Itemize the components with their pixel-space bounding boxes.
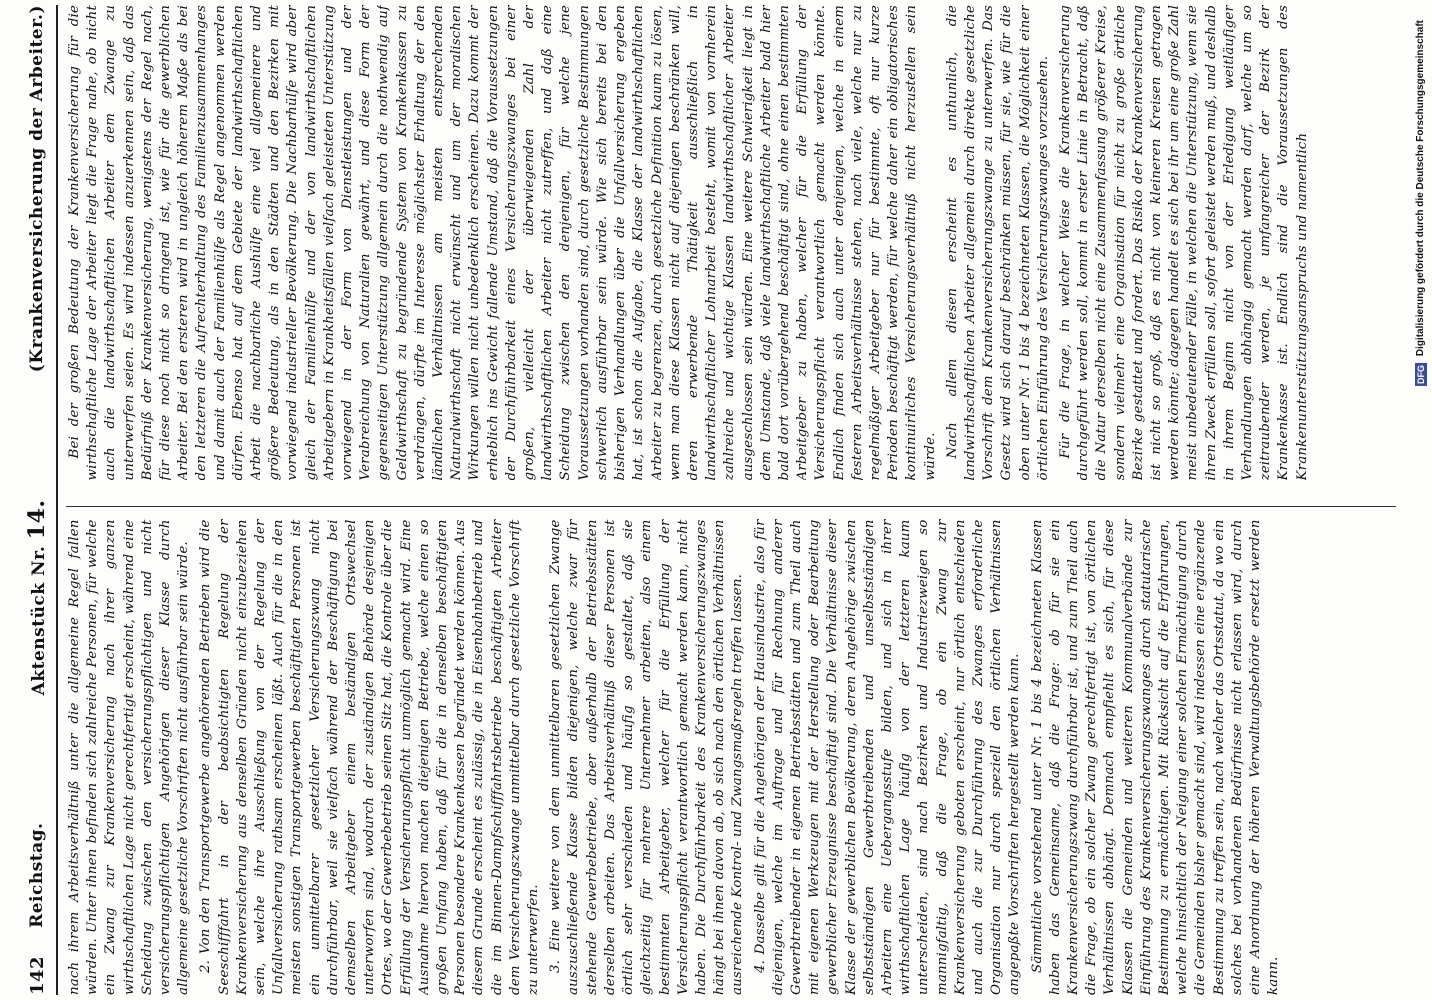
paragraph: Nach allem diesen erscheint es unthunlich, die landwirthschaftlichen Arbeiter allgemein durch direkte gesetzliche Vorschrift dem Krankenversicherungszwange zu unterwerfen. Das Gesetz wird sich darauf beschränken müssen, für sie, wie für die oben unter Nr. 1 bis 4 bezeichneten Klassen, die Möglichkeit einer örtlichen Einführung des Versicherungszwanges vorzusehen. <box>944 5 1051 481</box>
paragraph: 3. Eine weitere von dem unmittelbaren gesetzlichen Zwange auszuschließende Klasse bilden diejenigen, welche zwar für stehende Gewerbebetriebe, aber außerhalb der Betriebsstätten derselben arbeiten. Das Arbeitsverhältniß dieser Personen ist örtlich sehr verschieden und häufig so gestaltet, daß sie gleichzeitig für mehrere Unternehmer arbeiten, also einem bestimmten Arbeitgeber, welcher für die Erfüllung der Versicherungspflicht verantwortlich gemacht werden kann, nicht haben. Die Durchführbarkeit des Krankenversicherungszwanges hängt bei ihnen davon ab, ob sich nach den örtlichen Verhältnissen ausreichende Kontrol- und Zwangsmaßregeln treffen lassen. <box>548 519 746 995</box>
digitization-note <box>1410 20 1432 980</box>
paragraph: 4. Dasselbe gilt für die Angehörigen der Hausindustrie, also für diejenigen, welche im Auftrage und für Rechnung anderer Gewerbtreibender in eigenen Betriebsstätten und zum Theil auch mit eigenen Werkzeugen mit der Herstellung oder Bearbeitung gewerblicher Erzeugnisse beschäftigt sind. Die Verhältnisse dieser Klasse der gewerblichen Bevölkerung, deren Angehörige zwischen selbstständigen Gewerbtreibenden und unselbstständigen Arbeitern eine Uebergangsstufe bilden, und sich in ihrer wirthschaftlichen Lage häufig von der letzteren kaum unterscheiden, sind nach Bezirken und Industriezweigen so mannigfaltig, daß die Frage, ob ein Zwang zur Krankenversicherung geboten erscheint, nur örtlich entschieden und auch die zur Durchführung des Zwanges erforderliche Organisation nur durch speziell den örtlichen Verhältnissen angepaßte Vorschriften hergestellt werden kann. <box>752 519 1023 995</box>
page-header <box>18 5 58 995</box>
header-document-title <box>24 372 50 822</box>
header-document-number: 14. <box>24 499 50 540</box>
left-column <box>66 507 1396 996</box>
page-number: 142 <box>26 955 48 995</box>
paragraph: Sämmtliche vorstehend unter Nr. 1 bis 4 bezeichneten Klassen haben das Gemeinsame, daß die Frage: ob für sie ein Krankenversicherungszwang durchführbar ist, und zum Theil auch die Frage, ob ein solcher Zwang gerechtfertigt ist, von örtlichen Verhältnissen abhängt. Demnach empfiehlt es sich, für diese Klassen die Gemeinden und weiteren Kommunalverbände zur Einführung des Krankenversicherungszwanges durch statutarische Bestimmung zu ermächtigen. Mit Rücksicht auf die Erfahrungen, welche hinsichtlich der Neigung einer solchen Ermächtigung durch die Gemeinden bisher gemacht sind, wird indessen eine ergänzende Bestimmung zu treffen sein, nach welcher das Ortsstatut, da wo ein solches bei vorhandenen Bedürfnisse nicht erlassen wird, durch eine Anordnung der höheren Verwaltungsbehörde ersetzt werden kann. <box>1029 519 1282 995</box>
paragraph: Für die Frage, in welcher Weise die Krankenversicherung durchgeführt werden soll, kommt in erster Linie in Betracht, daß die Natur derselben nicht eine Zusammenfassung größerer Kreise, sondern vielmehr eine Organisation für nicht zu große örtliche Bezirke gestattet und fordert. Das Risiko der Krankenversicherung ist nicht so groß, daß es nicht von kleineren Kreisen getragen werden könnte; dagegen handelt es sich bei ihr um eine große Zahl meist unbedeutender Fälle, in welchen die Unterstützung, wenn sie ihren Zweck erfüllen soll, sofort geleistet werden muß, und deshalb in ihrem Beginn nicht von der Erledigung weitläufiger Verhandlungen abhängig gemacht werden darf, welche um so zeitraubender werden, je umfangreicher der Bezirk der Krankenkasse ist. Endlich sind die Voraussetzungen des Krankenunterstützungsanspruchs und namentlich <box>1057 5 1310 481</box>
dfg-logo: DFG <box>1416 364 1426 384</box>
paragraph: 2. Von den Transportgewerbe angehörenden Betrieben wird die Seeschifffahrt in der beabsichtigten Regelung der Krankenversicherung aus denselben Gründen nicht einzubeziehen sein, welche ihre Ausschließung von der Regelung der Unfallversicherung rathsam erscheinen läßt. Auch für die in den meisten sonstigen Transportgewerben beschäftigten Personen ist ein unmittelbarer gesetzlicher Versicherungszwang nicht durchführbar, weil sie vielfach während der Beschäftigung bei demselben Arbeitgeber einem beständigen Ortswechsel unterworfen sind, wodurch der zuständigen Behörde desjenigen Ortes, wo der Gewerbebetrieb seinen Sitz hat, die Kontrole über die Erfüllung der Versicherungspflicht unmöglich gemacht wird. Eine Ausnahme hiervon machen diejenigen Betriebe, welche einen so großen Umfang haben, daß für die in denselben beschäftigten Personen besondere Krankenkassen begründet werden können. Aus diesem Grunde erscheint es zulässig, die in Eisenbahnbetrieb und die im Binnen-Dampfschifffahrtsbetriebe beschäftigten Arbeiter dem Versicherungszwange unmittelbar durch gesetzliche Vorschrift zu unterwerfen. <box>198 519 542 995</box>
right-column <box>66 5 1396 481</box>
text-columns <box>66 5 1396 995</box>
paragraph: nach ihrem Arbeitsverhältniß unter die allgemeine Regel fallen würden. Unter ihnen befinden sich zahlreiche Personen, für welche ein Zwang zur Krankenversicherung nach ihrer ganzen wirthschaftlichen Lage nicht gerechtfertigt erscheint, während eine Scheidung zwischen den versicherungspflichtigen und nicht versicherungspflichtigen Angehörigen dieser Klasse durch allgemeine gesetzliche Vorschriften nicht ausführbar sein würde. <box>67 519 192 995</box>
header-document-prefix: Aktenstück Nr. <box>29 545 49 696</box>
digitization-note-text: DFG Digitalisierung gefördert durch die Deutsche Forschungsgemeinschaft <box>1415 20 1426 384</box>
rotated-page <box>18 5 1398 995</box>
header-left-title: Reichstag. <box>27 822 47 928</box>
paragraph: Bei der großen Bedeutung der Krankenversicherung für die wirthschaftliche Lage der Arbeiter liegt die Frage nahe, ob nicht auch die landwirthschaftlichen Arbeiter dem Zwange zu unterwerfen seien. Es wird indessen anzuerkennen sein, daß das Bedürfniß der Krankenversicherung, wenigstens der Regel nach, für diese noch nicht so dringend ist, wie für die gewerblichen Arbeiter. Bei den ersteren wird in ungleich höherem Maße als bei den letzteren die Aufrechterhaltung des Familienzusammenhanges und damit auch der Familienhülfe als Regel angenommen werden dürfen. Ebenso hat auf dem Gebiete der landwirthschaftlichen Arbeit die nachbarliche Aushülfe eine viel allgemeinere und größere Bedeutung, als in den Städten und den Bezirken mit vorwiegend industrieller Bevölkerung. Die Nachbarhülfe wird aber gleich der Familienhülfe und der von landwirthschaftlichen Arbeitgebern in Krankheitsfällen vielfach geleisteten Unterstützung vorwiegend in der Form von Dienstleistungen und der Verabreichung von Naturalien gewährt, und diese Form der gegenseitigen Unterstützung allgemein durch die nothwendig auf Geldwirthschaft zu begründende System von Krankenkassen zu verdrängen, dürfte im Interesse möglichster Erhaltung der den ländlichen Verhältnissen am meisten entsprechenden Naturalwirthschaft nicht erwünscht und um der moralischen Wirkungen willen nicht unbedenklich erscheinen. Dazu kommt der erheblich ins Gewicht fallende Umstand, daß die Voraussetzungen der Durchführbarkeit eines Versicherungszwanges bei einer großen, vielleicht der überwiegenden Zahl der landwirthschaftlichen Arbeiter nicht zutreffen, und daß eine Scheidung zwischen den denjenigen, für welche jene Voraussetzungen vorhanden sind, durch gesetzliche Bestimmungen schwerlich ausführbar sein würde. Wie sich bereits bei den bisherigen Verhandlungen über die Unfallversicherung ergeben hat, ist schon die Aufgabe, die Klasse der landwirthschaftlichen Arbeiter zu begrenzen, durch gesetzliche Definition kaum zu lösen, wenn man diese Klassen nicht auf diejenigen beschränken will, deren erwerbende Thätigkeit ausschließlich in landwirthschaftlicher Lohnarbeit besteht, womit von vornherein zahlreiche und wichtige Klassen landwirthschaftlicher Arbeiter ausgeschlossen sein würden. Eine weitere Schwierigkeit liegt in dem Umstande, daß viele landwirthschaftliche Arbeiter bald hier bald dort vorübergehend beschäftigt sind, ohne einen bestimmten Arbeitgeber zu haben, welcher für die Erfüllung der Versicherungspflicht verantwortlich gemacht werden könnte. Endlich finden sich auch unter denjenigen, welche in einem festeren Arbeitsverhältnisse stehen, nach viele, welche nur zu regelmäßiger Arbeitgeber nur für bestimmte, oft nur kurze Perioden beschäftigt werden, für welche daher ein obligatorisches kontinuirliches Versicherungsverhältniß nicht herzustellen sein würde. <box>67 5 938 481</box>
header-right-title: (Krankenversicherung der Arbeiter.) <box>27 5 47 373</box>
